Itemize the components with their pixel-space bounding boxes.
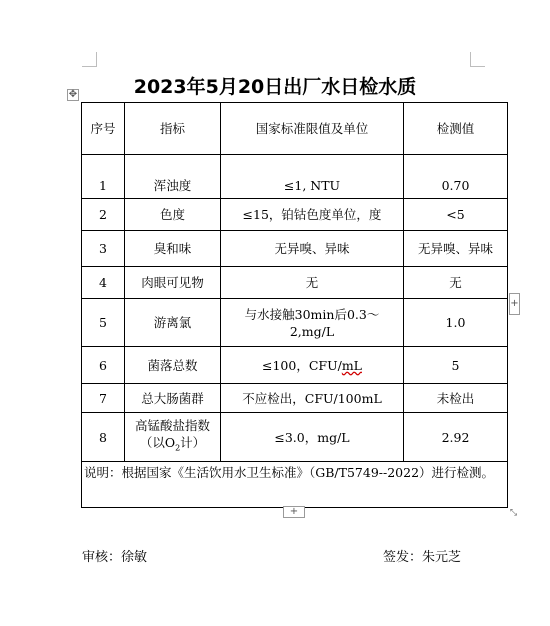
table-row (82, 231, 508, 267)
header-value: 检测值 (404, 103, 508, 155)
document-title: 2023年5月20日出厂水日检水质 (133, 76, 417, 98)
table-row (82, 413, 508, 462)
issuer-signature: 签发：朱元芝 (383, 550, 462, 565)
row-indicator: 菌落总数 (125, 347, 221, 384)
row-indicator: 肉眼可见物 (125, 267, 221, 299)
row-no: 5 (82, 299, 125, 347)
header-no: 序号 (82, 103, 125, 155)
note-text: 说明：根据国家《生活饮用水卫生标准》（GB/T5749--2022）进行检测。 (82, 462, 508, 508)
header-indicator: 指标 (125, 103, 221, 155)
spellcheck-underlined-unit: mL (341, 357, 362, 373)
row-indicator: 游离氯 (125, 299, 221, 347)
table-header-row (82, 103, 508, 155)
table-row (82, 155, 508, 199)
row-standard: ≤15，铂钴色度单位，度 (221, 199, 404, 231)
row-standard: 无 (221, 267, 404, 299)
note-row (82, 462, 508, 508)
add-column-button[interactable]: + (509, 293, 520, 315)
reviewer-signature: 审核：徐敏 (82, 550, 148, 565)
water-quality-table (81, 102, 508, 508)
row-no: 6 (82, 347, 125, 384)
row-indicator (125, 413, 221, 462)
row-value: 2.92 (404, 413, 508, 462)
table-move-handle-icon[interactable]: ✥ (68, 89, 78, 100)
table-row (82, 347, 508, 384)
row-no: 4 (82, 267, 125, 299)
row-standard: ≤3.0，mg/L (221, 413, 404, 462)
row-indicator: 总大肠菌群 (125, 384, 221, 413)
table-row (82, 299, 508, 347)
row-value: 无异嗅、异味 (404, 231, 508, 267)
row-standard (221, 347, 404, 384)
add-row-button[interactable]: + (283, 506, 305, 518)
row-standard: 无异嗅、异味 (221, 231, 404, 267)
row-value: 5 (404, 347, 508, 384)
header-standard: 国家标准限值及单位 (221, 103, 404, 155)
row-indicator: 色度 (125, 199, 221, 231)
table-row (82, 199, 508, 231)
row-value: 未检出 (404, 384, 508, 413)
indicator-line-2-suffix: 计） (180, 435, 206, 451)
row-no: 7 (82, 384, 125, 413)
indicator-line-2-prefix: （以O (139, 435, 176, 451)
table-row (82, 384, 508, 413)
indicator-subscript: 2 (175, 443, 181, 453)
row-value: <5 (404, 199, 508, 231)
row-no: 3 (82, 231, 125, 267)
page-margin-mark-top-right (470, 52, 485, 67)
row-standard: 与水接触30min后0.3～2,mg/L (221, 299, 404, 347)
row-indicator: 臭和味 (125, 231, 221, 267)
row-no: 1 (82, 155, 125, 199)
row-value: 1.0 (404, 299, 508, 347)
row-indicator: 浑浊度 (125, 155, 221, 199)
indicator-line-1: 高锰酸盐指数 (134, 418, 210, 434)
table-row (82, 267, 508, 299)
indicator-line-2 (139, 435, 206, 453)
row-value: 0.70 (404, 155, 508, 199)
row-no: 8 (82, 413, 125, 462)
row-value: 无 (404, 267, 508, 299)
table-resize-handle-icon[interactable]: ⤡ (509, 508, 518, 518)
row-standard: 不应检出，CFU/100mL (221, 384, 404, 413)
row-no: 2 (82, 199, 125, 231)
page-margin-mark-top-left (82, 52, 97, 67)
row-standard: ≤1, NTU (221, 155, 404, 199)
standard-text: ≤100，CFU/ (262, 357, 342, 373)
